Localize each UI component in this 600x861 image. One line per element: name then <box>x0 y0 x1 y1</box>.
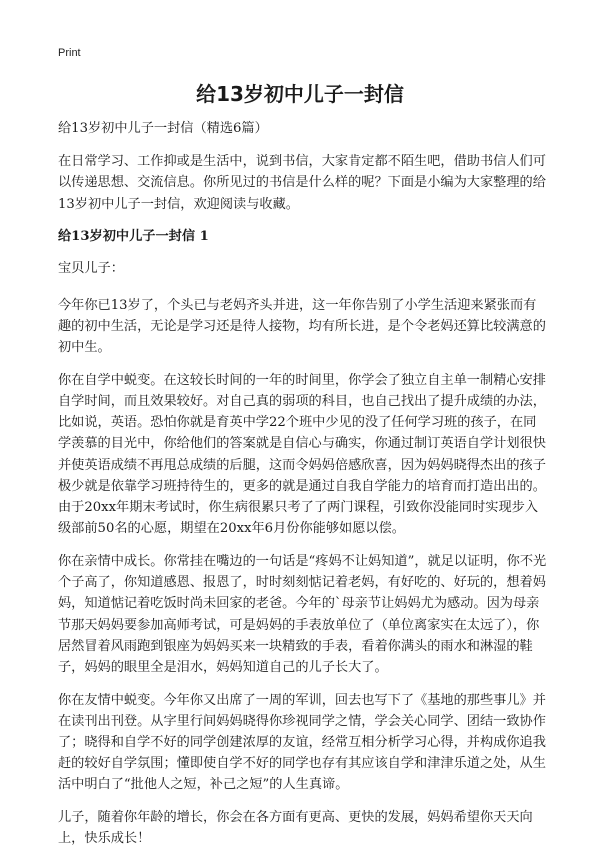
letter-paragraph-4: 你在友情中蜕变。今年你又出席了一周的军训，回去也写下了《基地的那些事儿》并在读刊出刊登。从字里行间妈妈晓得你珍视同学之情，学会关心同学、团结一致协作了；晓得和自学不好的同学创建浓厚的友谊，经常互相分析学习心得，并构成你追我赶的较好自学氛围；懂即使自学不好的同学也存有其应该自学和津津乐道之处，从生活中明白了“批他人之短，补己之短”的人生真谛。 <box>58 692 546 793</box>
document-subtitle: 给13岁初中儿子一封信（精选6篇） <box>58 121 268 136</box>
letter-greeting: 宝贝儿子： <box>58 260 124 276</box>
letter-paragraph-3: 你在亲情中成长。你常挂在嘴边的一句话是“疼妈不让妈知道”，就足以证明，你不光个子高了，你知道感恩、报恩了，时时刻刻惦记着老妈，有好吃的、好玩的，想着妈妈，知道惦记着吃饭时尚未回家的老爸。今年的`母亲节让妈妈尤为感动。因为母亲节那天妈妈要参加高师考试，可是妈妈的手表放单位了（单位离家实在太远了），你居然冒着风雨跑到银座为妈妈买来一块精致的手表，看着你满头的雨水和淋湿的鞋子，妈妈的眼里全是泪水，妈妈知道自己的儿子长大了。 <box>58 553 547 675</box>
letter-paragraph-2: 你在自学中蜕变。在这较长时间的一年的时间里，你学会了独立自主单一制精心安排自学时间，而且效果较好。对自己真的弱项的科目，也自己找出了提升成绩的办法，比如说，英语。恐怕你就是育英中学22个班中少见的没了任何学习班的孩子，在同学羡慕的目光中，你给他们的答案就是自信心与确实，你通过制订英语自学计划很快并使英语成绩不再甩总成绩的后腿，这而令妈妈倍感欣喜，因为妈妈晓得杰出的孩子极少就是依靠学习班持待生的，更多的就是通过自我自学能力的培育而打造出出的。由于20xx年期末考试时，你生病很累只考了了两门课程，引致你没能同时实现步入级部前50名的心愿，期望在20xx年6月份你能够如愿以偿。 <box>58 372 546 537</box>
intro-paragraph: 在日常学习、工作抑或是生活中，说到书信，大家肯定都不陌生吧，借助书信人们可以传递思想、交流信息。你所见过的书信是什么样的呢？下面是小编为大家整理的给13岁初中儿子一封信，欢迎阅读与收藏。 <box>58 154 546 212</box>
letter-paragraph-1: 今年你已13岁了，个头已与老妈齐头并进，这一年你告别了小学生活迎来紧张而有趣的初中生活，无论是学习还是待人接物，均有所长进，是个令老妈还算比较满意的初中生。 <box>58 297 546 356</box>
print-label: Print <box>58 47 81 59</box>
page-title: 给13岁初中儿子一封信 <box>196 82 404 106</box>
document-body <box>58 118 548 861</box>
section-heading: 给13岁初中儿子一封信 1 <box>58 229 209 245</box>
letter-paragraph-5: 儿子，随着你年龄的增长，你会在各方面有更高、更快的发展，妈妈希望你天天向上，快乐成长！ <box>58 810 533 847</box>
